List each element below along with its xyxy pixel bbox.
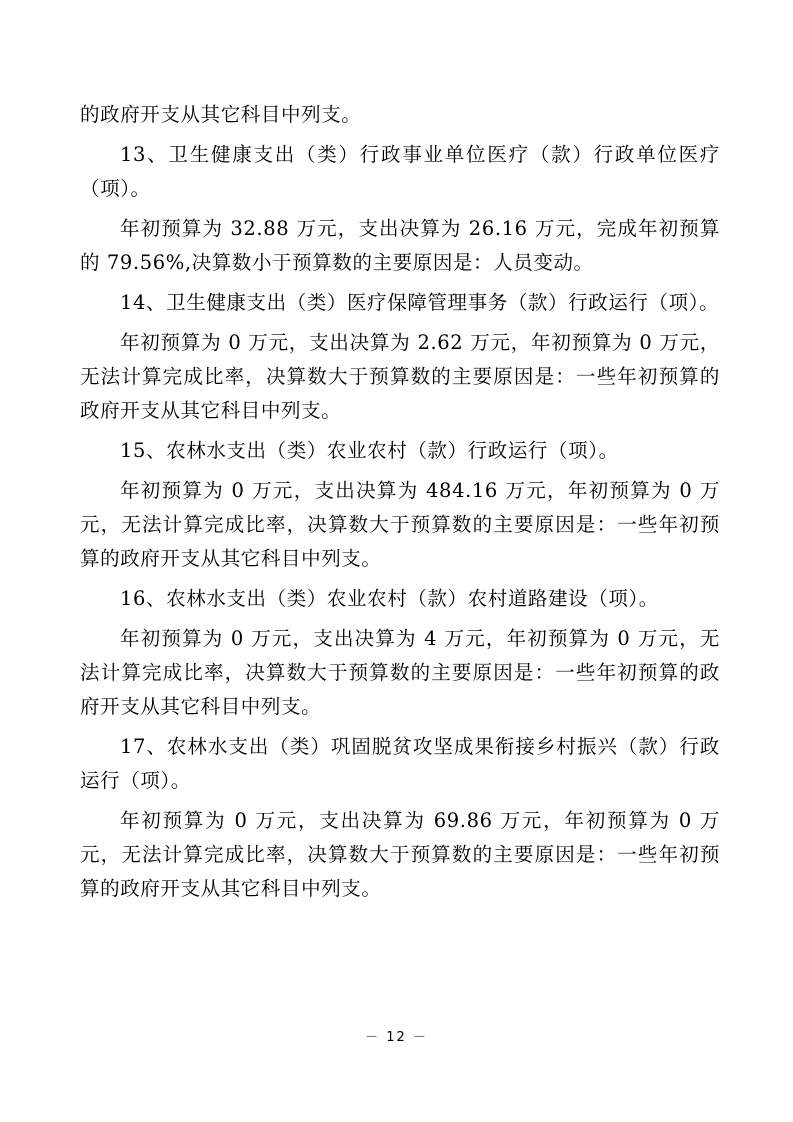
page-number: － 12 －	[365, 1030, 428, 1045]
item-15-heading: 15、农林水支出（类）农业农村（款）行政运行（项）。	[120, 439, 619, 462]
item-16-detail: 年初预算为 0 万元，支出决算为 4 万元，年初预算为 0 万元，无法计算完成比率，决算数大于预算数的主要原因是：一些年初预算的政府开支从其它科目中列支。	[80, 627, 720, 718]
item-13-heading: 13、卫生健康支出（类）行政事业单位医疗（款）行政单位医疗（项）。	[80, 143, 720, 200]
body-text	[80, 98, 720, 912]
item-17-heading: 17、农林水支出（类）巩固脱贫攻坚成果衔接乡村振兴（款）行政运行（项）。	[80, 735, 720, 792]
item-16-heading: 16、农林水支出（类）农业农村（款）农村道路建设（项）。	[120, 587, 659, 610]
item-17-detail: 年初预算为 0 万元，支出决算为 69.86 万元，年初预算为 0 万元，无法计算完成比率，决算数大于预算数的主要原因是：一些年初预算的政府开支从其它科目中列支。	[80, 809, 720, 900]
item-15-detail: 年初预算为 0 万元，支出决算为 484.16 万元，年初预算为 0 万元，无法计算完成比率，决算数大于预算数的主要原因是：一些年初预算的政府开支从其它科目中列支。	[80, 479, 720, 570]
item-13-detail: 年初预算为 32.88 万元，支出决算为 26.16 万元，完成年初预算的 79.56%,决算数小于预算数的主要原因是：人员变动。	[80, 217, 720, 274]
paragraph-continuation: 的政府开支从其它科目中列支。	[80, 103, 362, 126]
item-14-detail: 年初预算为 0 万元，支出决算为 2.62 万元，年初预算为 0 万元，无法计算完成比率，决算数大于预算数的主要原因是：一些年初预算的政府开支从其它科目中列支。	[80, 331, 720, 422]
item-14-heading: 14、卫生健康支出（类）医疗保障管理事务（款）行政运行（项）。	[120, 291, 720, 314]
